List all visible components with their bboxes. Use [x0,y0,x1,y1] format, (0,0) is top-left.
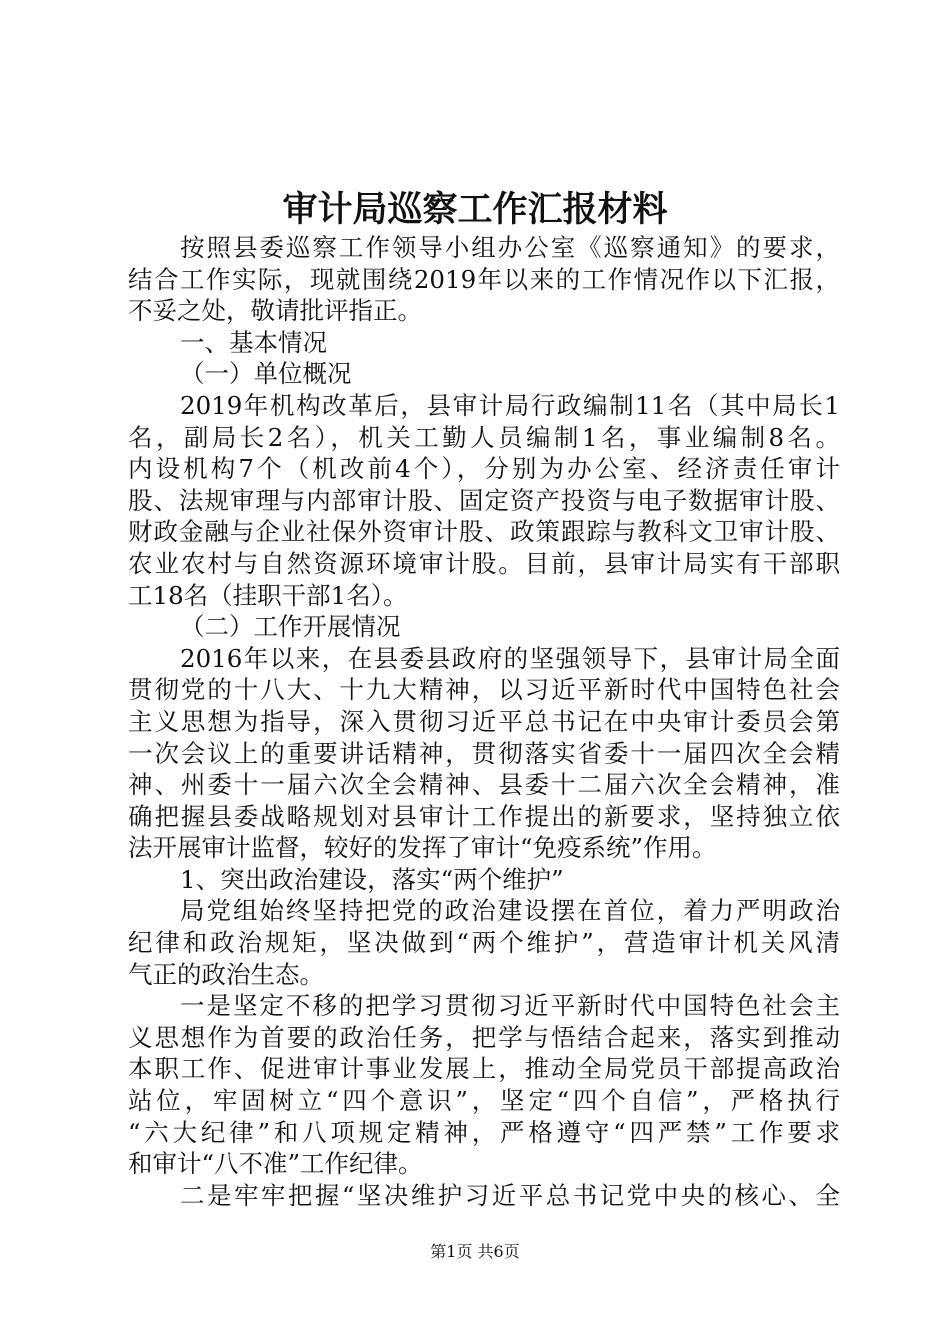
text-line: 1、突出政治建设，落实“两个维护” [180,864,564,894]
text-line: 气正的政治生态。 [128,959,324,989]
text-line: “六大纪律”和八项规定精神，严格遵守“四严禁”工作要求 [128,1117,840,1147]
text-line: 本职工作、促进审计事业发展上，推动全局党员干部提高政治 [128,1054,840,1084]
text-line: 和审计“八不准”工作纪律。 [128,1149,423,1179]
text-line: 2019年机构改革后，县审计局行政编制11名（其中局长1 [180,390,840,420]
text-line: 法开展审计监督，较好的发挥了审计“免疫系统”作用。 [128,833,717,863]
text-line: 2016年以来，在县委县政府的坚强领导下，县审计局全面 [180,643,840,673]
text-line: 主义思想为指导，深入贯彻习近平总书记在中央审计委员会第 [128,706,840,736]
text-line: 一次会议上的重要讲话精神，贯彻落实省委十一届四次全会精 [128,738,840,768]
text-line: 名，副局长2名），机关工勤人员编制1名，事业编制8名。 [128,422,840,452]
document-title: 审计局巡察工作汇报材料 [282,189,668,230]
text-line: 按照县委巡察工作领导小组办公室《巡察通知》的要求， [180,233,840,262]
text-line: 一是坚定不移的把学习贯彻习近平新时代中国特色社会主 [180,991,840,1021]
text-line: 不妥之处，敬请批评指正。 [128,296,422,326]
text-line: 确把握县委战略规划对县审计工作提出的新要求，坚持独立依 [128,801,840,831]
text-line: 义思想作为首要的政治任务，把学与悟结合起来，落实到推动 [128,1022,840,1052]
text-line: 结合工作实际，现就围绕2019年以来的工作情况作以下汇报， [128,264,840,294]
document-body [128,232,840,1211]
page-number: 第1页 共6页 [430,1242,520,1261]
text-line: 农业农村与自然资源环境审计股。目前，县审计局实有干部职 [128,548,840,578]
text-line: 股、法规审理与内部审计股、固定资产投资与电子数据审计股、 [128,485,840,515]
text-line: （二）工作开展情况 [180,612,401,642]
text-line: 一、基本情况 [180,327,327,357]
text-line: 二是牢牢把握“坚决维护习近平总书记党中央的核心、全 [180,1180,840,1210]
text-line: 贯彻党的十八大、十九大精神，以习近平新时代中国特色社会 [128,675,840,705]
text-line: 局党组始终坚持把党的政治建设摆在首位，着力严明政治 [180,896,840,926]
text-line: 神、州委十一届六次全会精神、县委十二届六次全会精神，准 [128,770,840,800]
text-line: 内设机构7个（机改前4个），分别为办公室、经济责任审计 [128,454,840,484]
text-line: 纪律和政治规矩，坚决做到“两个维护”，营造审计机关风清 [128,928,840,958]
text-line: 财政金融与企业社保外资审计股、政策跟踪与教科文卫审计股、 [128,517,840,547]
text-line: （一）单位概况 [180,359,352,389]
text-line: 工18名（挂职干部1名）。 [128,580,408,610]
text-line: 站位，牢固树立“四个意识”，坚定“四个自信”，严格执行 [128,1086,840,1116]
